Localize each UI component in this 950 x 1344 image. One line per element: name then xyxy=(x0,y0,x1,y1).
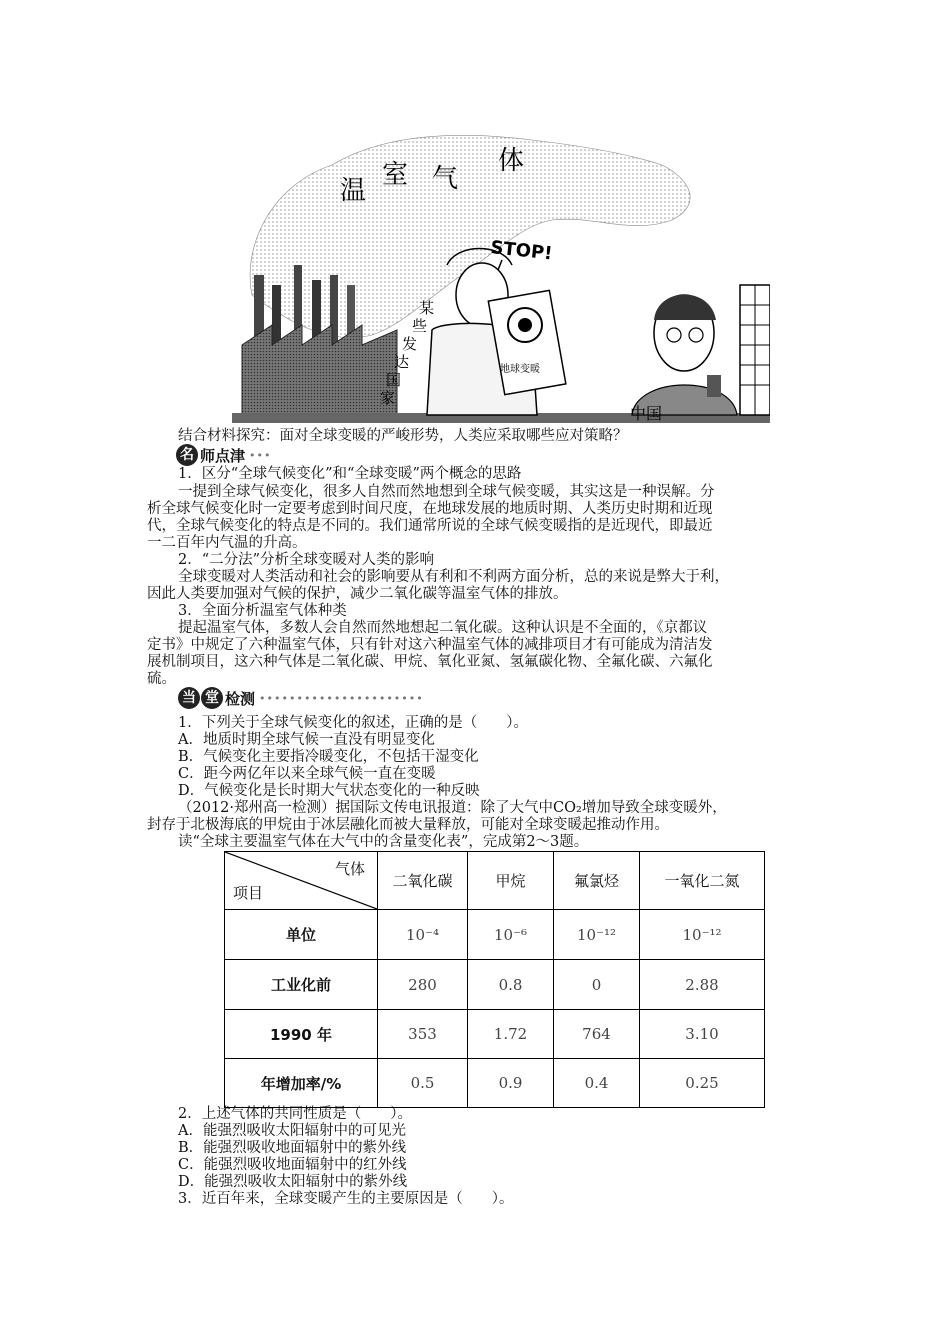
table-row-header: 单位 xyxy=(225,910,378,960)
china-label: 中国 xyxy=(630,404,663,423)
question-2-option: A．能强烈吸收太阳辐射中的可见光 xyxy=(178,1123,406,1139)
question-2-option: B．能强烈吸收地面辐射中的紫外线 xyxy=(178,1140,407,1156)
table-row-header: 年增加率/% xyxy=(225,1059,378,1108)
point-line: 定书》中规定了六种温室气体，只有针对这六种温室气体的减排项目才有可能成为清洁发 xyxy=(147,637,713,653)
table-column-header: 氟氯烃 xyxy=(554,852,640,910)
table-cell: 0.8 xyxy=(468,960,554,1010)
svg-text:某: 某 xyxy=(419,299,435,317)
badge-text: 检测 xyxy=(225,689,256,708)
question-1-stem: 1．下列关于全球气候变化的叙述，正确的是（ ）。 xyxy=(178,715,528,731)
point-title: 3．全面分析温室气体种类 xyxy=(178,603,347,619)
passage-line: 读“全球主要温室气体在大气中的含量变化表”，完成第2～3题。 xyxy=(178,834,589,850)
factory-building xyxy=(242,325,397,415)
in-class-test-badge xyxy=(178,687,424,709)
table-column-header: 一氧化二氮 xyxy=(640,852,765,910)
point-title: 2．“二分法”分析全球变暖对人类的影响 xyxy=(178,552,435,568)
badge-circle: 堂 xyxy=(201,687,223,709)
stop-sign-text: STOP! xyxy=(489,237,554,265)
corner-gas-label: 气体 xyxy=(334,860,365,878)
point-line: 提起温室气体，多数人会自然而然地想起二氧化碳。这种认识是不全面的，《京都议 xyxy=(178,620,708,636)
question-intro: 结合材料探究：面对全球变暖的严峻形势，人类应采取哪些应对策略？ xyxy=(178,428,628,444)
question-1-option: B．气候变化主要指冷暖变化，不包括干湿变化 xyxy=(178,749,479,765)
table-row-header: 工业化前 xyxy=(225,960,378,1010)
badge-circle: 当 xyxy=(178,687,200,709)
table-cell: 280 xyxy=(378,960,468,1010)
point-line: 代，全球气候变化的特点是不同的。我们通常所说的全球气候变暖指的是近现代，即最近 xyxy=(147,518,713,534)
table-cell: 0.5 xyxy=(378,1059,468,1108)
point-title: 1．区分“全球气候变化”和“全球变暖”两个概念的思路 xyxy=(178,466,522,482)
table-column-header: 二氧化碳 xyxy=(378,852,468,910)
right-building xyxy=(740,285,770,415)
table-row xyxy=(225,960,765,1010)
cartoon-title-char: 气 xyxy=(432,164,459,194)
badge-text: 师点津 xyxy=(200,446,246,465)
greenhouse-gas-table xyxy=(224,851,765,1108)
table-column-header: 甲烷 xyxy=(468,852,554,910)
badge-dots: ••• xyxy=(249,448,272,462)
point-line: 析全球气候变化时一定要考虑到时间尺度，在地球发展的地质时期、人类历史时期和近现 xyxy=(147,501,713,517)
table-row-header: 1990 年 xyxy=(225,1010,378,1059)
svg-text:国: 国 xyxy=(386,371,402,389)
passage-line: 封存于北极海底的甲烷由于冰层融化而被大量释放，可能对全球变暖起推动作用。 xyxy=(147,817,669,833)
table-corner-cell xyxy=(225,852,378,910)
point-line: 展机制项目，这六种气体是二氧化碳、甲烷、氧化亚氮、氢氟碳化物、全氟化碳、六氟化 xyxy=(147,654,713,670)
question-2-option: C．能强烈吸收地面辐射中的红外线 xyxy=(178,1157,407,1173)
svg-text:达: 达 xyxy=(394,353,410,371)
table-row xyxy=(225,1010,765,1059)
table-cell: 3.10 xyxy=(640,1010,765,1059)
table-row xyxy=(225,1059,765,1108)
passage-line: （2012·郑州高一检测）据国际文传电讯报道：除了大气中CO₂增加导致全球变暖外， xyxy=(178,800,727,816)
table-cell: 2.88 xyxy=(640,960,765,1010)
table-cell: 10⁻¹² xyxy=(640,910,765,960)
point-line: 硫。 xyxy=(147,671,176,687)
table-cell: 1.72 xyxy=(468,1010,554,1059)
china-figure xyxy=(632,294,737,415)
teacher-notes-badge xyxy=(176,444,271,466)
question-1-option: D．气候变化是长时期大气状态变化的一种反映 xyxy=(178,783,480,799)
table-cell: 10⁻⁶ xyxy=(468,910,554,960)
point-line: 全球变暖对人类活动和社会的影响要从有利和不利两方面分析，总的来说是弊大于利， xyxy=(178,569,729,585)
table-cell: 0.4 xyxy=(554,1059,640,1108)
table-cell: 10⁻⁴ xyxy=(378,910,468,960)
badge-circle: 名 xyxy=(176,444,198,466)
question-3-stem: 3．近百年来，全球变暖产生的主要原因是（ ）。 xyxy=(178,1191,514,1207)
greenhouse-cartoon xyxy=(232,125,770,423)
cartoon-title-char: 体 xyxy=(498,146,525,176)
svg-text:家: 家 xyxy=(380,389,396,407)
badge-dots: •••••••••••••••••••••• xyxy=(259,691,424,705)
svg-text:些: 些 xyxy=(412,317,428,335)
point-line: 一二百年内气温的升高。 xyxy=(147,535,307,551)
table-cell: 0.9 xyxy=(468,1059,554,1108)
table-row xyxy=(225,910,765,960)
table-cell: 10⁻¹² xyxy=(554,910,640,960)
svg-text:地球变暖: 地球变暖 xyxy=(500,364,540,375)
svg-text:发: 发 xyxy=(402,335,418,353)
point-line: 一提到全球气候变化，很多人自然而然地想到全球气候变暖，其实这是一种误解。分 xyxy=(178,484,715,500)
cartoon-title-char: 室 xyxy=(382,160,409,190)
question-1-option: C．距今两亿年以来全球气候一直在变暖 xyxy=(178,766,436,782)
point-line: 因此人类要加强对气候的保护，减少二氧化碳等温室气体的排放。 xyxy=(147,586,568,602)
question-2-option: D．能强烈吸收太阳辐射中的紫外线 xyxy=(178,1174,408,1190)
cartoon-title-char: 温 xyxy=(340,176,367,206)
question-1-option: A．地质时期全球气候一直没有明显变化 xyxy=(178,732,435,748)
table-cell: 0.25 xyxy=(640,1059,765,1108)
table-cell: 0 xyxy=(554,960,640,1010)
table-cell: 353 xyxy=(378,1010,468,1059)
question-2-stem: 2．上述气体的共同性质是（ ）。 xyxy=(178,1106,412,1122)
corner-item-label: 项目 xyxy=(233,884,264,902)
table-cell: 764 xyxy=(554,1010,640,1059)
